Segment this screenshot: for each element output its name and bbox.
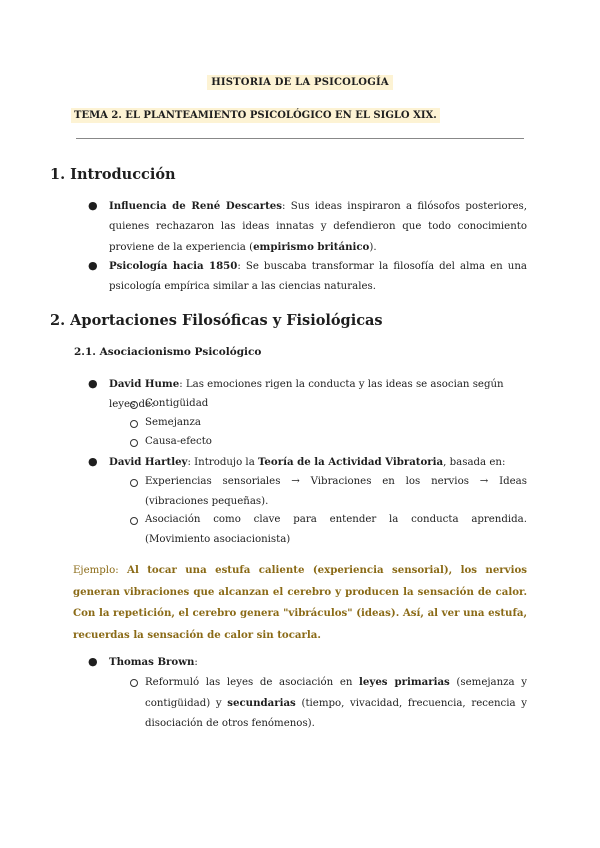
bullet-text-2: ). <box>369 242 377 253</box>
bullet-colon: : <box>194 657 198 668</box>
brown-strong-primarias: leyes primarias <box>359 676 450 688</box>
example-label: Ejemplo <box>73 565 116 576</box>
bullet-strong-2: Teoría de la Actividad Vibratoria <box>258 456 444 468</box>
bullet-dot-icon: ● <box>88 259 98 272</box>
hartley-item: Experiencias sensoriales → Vibraciones en los nervios → Ideas (vibraciones pequeñas). <box>145 476 527 507</box>
section-heading-introduccion: 1. Introducción <box>50 166 176 183</box>
title-container <box>0 70 600 90</box>
bullet-dot-icon: ● <box>88 199 98 212</box>
circle-bullet-icon <box>130 401 138 409</box>
bullet-hartley <box>109 452 529 473</box>
bullet-dot-icon: ● <box>88 455 98 468</box>
bullet-text: : Sus ideas inspiraron a filósofos posteriores, quienes rechazaron las ideas innatas y defendieron que todo conocimiento proviene de la experiencia ( <box>109 201 527 253</box>
brown-text: Reformuló las leyes de asociación en <box>145 677 360 688</box>
bullet-psicologia-1850 <box>109 256 527 297</box>
document-title: HISTORIA DE LA PSICOLOGÍA <box>207 75 393 90</box>
bullet-strong: Thomas Brown <box>109 656 195 668</box>
bullet-strong-2: empirismo británico <box>253 241 370 253</box>
section-heading-aportaciones: 2. Aportaciones Filosóficas y Fisiológicas <box>50 312 383 329</box>
circle-bullet-icon <box>130 420 138 428</box>
law-item: Causa-efecto <box>145 436 212 447</box>
example-text: Al tocar una estufa caliente (experiencia sensorial), los nervios generan vibraciones que alcanzan el cerebro y producen la sensación de calor. Con la repetición, el cerebro genera "vibráculos" (ideas). Así, al ver una estufa, recuerdas la sensación de calor sin tocarla. <box>73 564 527 641</box>
circle-bullet-icon <box>130 439 138 447</box>
circle-bullet-icon <box>130 517 138 525</box>
bullet-text: : Introdujo la <box>187 457 259 468</box>
law-item: Semejanza <box>145 417 201 428</box>
bullet-dot-icon: ● <box>88 655 98 668</box>
brown-text-2: (semejanza y contigüidad) y <box>145 677 527 709</box>
bullet-strong: Influencia de René Descartes <box>109 200 283 212</box>
bullet-brown <box>109 652 198 673</box>
example-colon: : <box>115 565 119 576</box>
example-paragraph <box>73 560 527 646</box>
bullet-descartes <box>109 196 527 258</box>
bullet-strong: Psicología hacia 1850 <box>109 260 238 272</box>
subsection-heading-asociacionismo: 2.1. Asociacionismo Psicológico <box>74 346 262 358</box>
hartley-item: Asociación como clave para entender la conducta aprendida. (Movimiento asociacionista) <box>145 514 527 545</box>
brown-item <box>145 672 527 734</box>
brown-strong-secundarias: secundarias <box>227 697 296 709</box>
law-item: Contigüidad <box>145 398 209 409</box>
bullet-text: : Las emociones rigen la conducta y las ideas se asocian según leyes de: <box>109 379 504 410</box>
bullet-strong: David Hartley <box>109 456 188 468</box>
bullet-text: : Se buscaba transformar la filosofía del alma en una psicología empírica similar a las ciencias naturales. <box>109 261 528 292</box>
circle-bullet-icon <box>130 479 138 487</box>
circle-bullet-icon <box>130 679 138 687</box>
brown-text-3: (tiempo, vivacidad, frecuencia, recencia y disociación de otros fenómenos). <box>145 698 527 729</box>
bullet-dot-icon: ● <box>88 377 98 390</box>
bullet-strong: David Hume <box>109 378 180 390</box>
bullet-text-2: , basada en: <box>443 457 506 468</box>
topic-title: TEMA 2. EL PLANTEAMIENTO PSICOLÓGICO EN EL SIGLO XIX. <box>71 108 440 123</box>
title-divider <box>76 138 524 139</box>
